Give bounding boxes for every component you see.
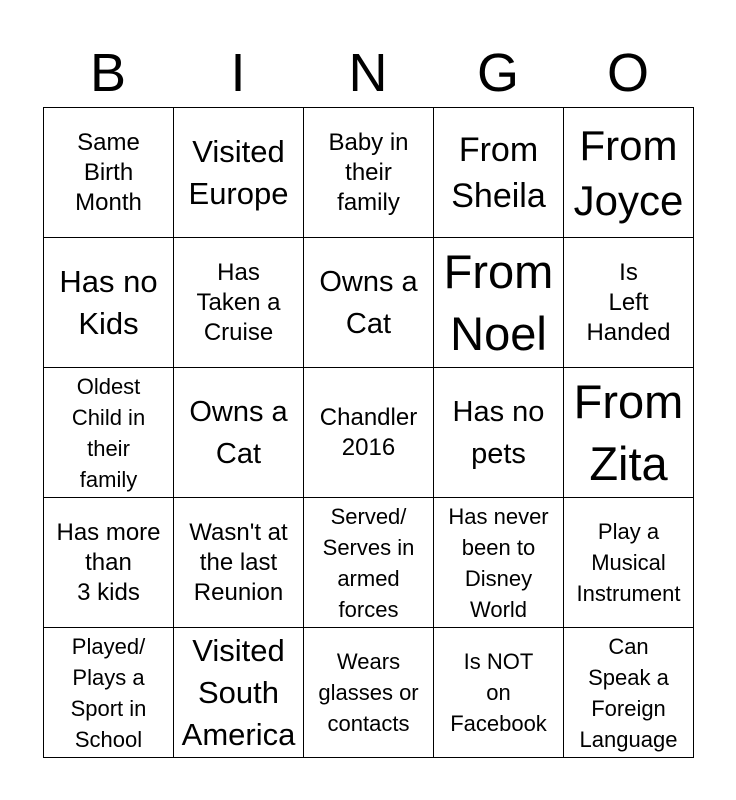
bingo-cell [434, 628, 564, 758]
cell-text: Play a Musical Instrument [576, 519, 681, 606]
bingo-cell [44, 108, 174, 238]
bingo-cell [304, 628, 434, 758]
cell-text: Has more than 3 kids [56, 518, 161, 606]
bingo-cell [174, 498, 304, 628]
cell-text: Oldest Child in their family [71, 373, 146, 492]
bingo-cell [434, 108, 564, 238]
bingo-cell [434, 498, 564, 628]
cell-text: Wasn't at the last Reunion [189, 518, 288, 606]
grid-row [44, 628, 694, 758]
grid-row [44, 108, 694, 238]
cell-text: From Joyce [573, 121, 684, 224]
cell-text: Can Speak a Foreign Language [579, 633, 678, 752]
bingo-cell [174, 108, 304, 238]
cell-text: Has never been to Disney World [448, 503, 549, 622]
cell-text: Has no pets [452, 395, 545, 470]
bingo-cell [564, 238, 694, 368]
cell-text: From Noel [443, 244, 554, 360]
bingo-cell [304, 498, 434, 628]
bingo-cell [174, 368, 304, 498]
cell-text: Has Taken a Cruise [196, 258, 281, 346]
grid-row [44, 368, 694, 498]
cell-text: Is Left Handed [586, 258, 671, 346]
cell-text: Owns a Cat [319, 265, 418, 340]
cell-text: Played/ Plays a Sport in School [70, 633, 147, 752]
cell-text: Has no Kids [59, 263, 158, 341]
cell-text: From Zita [573, 374, 684, 490]
grid-row [44, 498, 694, 628]
cell-text: Owns a Cat [189, 395, 288, 470]
bingo-cell [304, 368, 434, 498]
bingo-cell [44, 238, 174, 368]
cell-text: Chandler 2016 [319, 403, 418, 461]
bingo-cell [564, 498, 694, 628]
bingo-cell [564, 108, 694, 238]
grid-row [44, 238, 694, 368]
bingo-cell [44, 368, 174, 498]
bingo-grid [43, 107, 694, 758]
bingo-cell [564, 628, 694, 758]
bingo-cell [304, 108, 434, 238]
bingo-cell [304, 238, 434, 368]
bingo-header [43, 42, 693, 104]
header-letter-n: N [348, 43, 388, 103]
header-letter-g: G [476, 43, 519, 103]
bingo-cell [174, 238, 304, 368]
cell-text: Visited South America [181, 632, 296, 752]
cell-text: Served/ Serves in armed forces [322, 503, 415, 622]
bingo-cell [564, 368, 694, 498]
cell-text: Is NOT on Facebook [450, 649, 547, 736]
cell-text: Wears glasses or contacts [318, 649, 419, 736]
bingo-cell [44, 628, 174, 758]
cell-text: Baby in their family [328, 128, 409, 216]
cell-text: Same Birth Month [75, 128, 142, 216]
header-letter-b: B [89, 43, 127, 103]
bingo-cell [44, 498, 174, 628]
bingo-cell [174, 628, 304, 758]
header-letter-i: I [230, 43, 246, 103]
cell-text: From Sheila [451, 130, 546, 215]
header-letter-o: O [606, 43, 649, 103]
bingo-cell [434, 238, 564, 368]
bingo-cell [434, 368, 564, 498]
cell-text: Visited Europe [188, 133, 289, 211]
